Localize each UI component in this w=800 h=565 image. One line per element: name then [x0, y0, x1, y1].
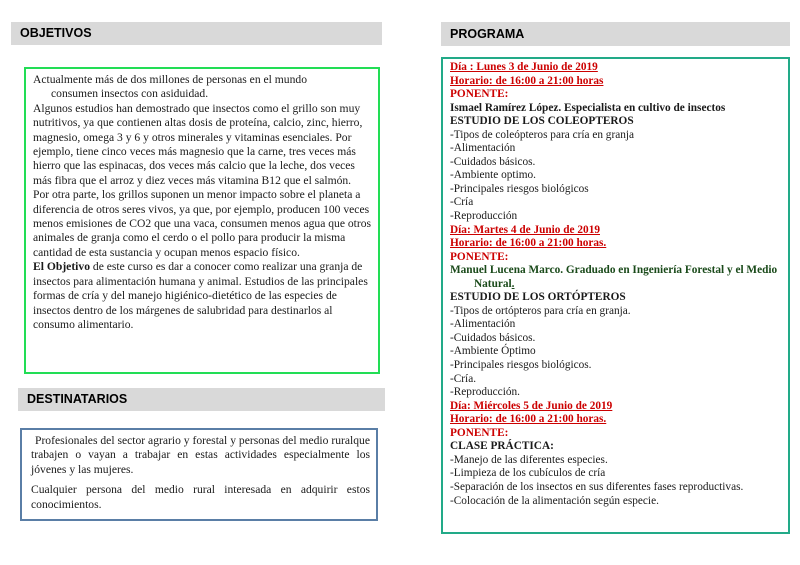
programa-box	[441, 57, 790, 534]
day1-date: Día : Lunes 3 de Junio de 2019	[450, 61, 598, 73]
list-item: -Alimentación	[450, 318, 516, 331]
day3-speaker-label: PONENTE:	[450, 426, 509, 439]
day2-schedule: Horario: de 16:00 a 21:00 horas.	[450, 237, 607, 250]
day3-topic: CLASE PRÁCTICA:	[450, 440, 554, 453]
objetivos-goal-paragraph	[33, 260, 372, 332]
destinatarios-header: DESTINATARIOS	[18, 388, 385, 411]
destinatarios-paragraph-2: Cualquier persona del medio rural interesada en adquirir estos conocimientos.	[31, 483, 370, 511]
day1-items	[450, 129, 782, 224]
objetivos-goal-label: El Objetivo	[33, 260, 91, 274]
day2-date: Día: Martes 4 de Junio de 2019	[450, 223, 600, 236]
list-item: -Cuidados básicos.	[450, 155, 536, 168]
list-item: -Limpieza de los cubículos de cría	[450, 467, 606, 480]
day3-date: Día: Miércoles 5 de Junio de 2019	[450, 399, 613, 412]
list-item: -Reproducción	[450, 210, 518, 223]
objetivos-intro-line1: Actualmente más de dos millones de personas en el mundo	[33, 73, 307, 86]
destinatarios-paragraph-1: Profesionales del sector agrario y forestal y personas del medio ruralque trabajen o vayan a trabajar en estas actividades especialmente los jóvenes y las mujeres.	[31, 434, 370, 476]
day1-speaker: Ismael Ramírez López. Especialista en cultivo de insectos	[450, 101, 726, 114]
list-item: -Principales riesgos biológicos.	[450, 359, 592, 372]
programa-header: PROGRAMA	[441, 22, 790, 46]
objetivos-impact-paragraph: Por otra parte, los grillos suponen un menor impacto sobre el planeta a diferencia de otros seres vivos, ya que, por ejemplo, producen 100 veces menos emisiones de CO2 que una vaca, consumen menos agua que otros animales de granja como el cerdo o el pollo para producir la misma cantidad de esta sustancia y ocupan menos espacio físico.	[33, 188, 372, 259]
list-item: -Separación de los insectos en sus diferentes fases reproductivas.	[450, 480, 744, 493]
list-item: -Tipos de ortópteros para cría en granja.	[450, 304, 631, 317]
list-item: -Cría	[450, 196, 474, 209]
list-item: -Tipos de coleópteros para cría en granja	[450, 128, 635, 141]
objetivos-intro	[33, 73, 372, 102]
day3-items	[450, 454, 782, 508]
day2-items	[450, 305, 782, 400]
objetivos-intro-line2: consumen insectos con asiduidad.	[51, 87, 209, 101]
list-item: -Colocación de la alimentación según especie.	[450, 494, 659, 507]
list-item: -Alimentación	[450, 142, 516, 155]
objetivos-header: OBJETIVOS	[11, 22, 382, 45]
day2-speaker-line2-text: Natural	[474, 277, 512, 290]
day2-speaker-line1: Manuel Lucena Marco. Graduado en Ingeniería Forestal y el Medio	[450, 264, 778, 277]
list-item: -Ambiente optimo.	[450, 169, 536, 182]
objetivos-nutrition-paragraph: Algunos estudios han demostrado que insectos como el grillo son muy nutritivos, ya que contienen altas dosis de proteína, calcio, zinc, hierro, magnesio, omega 3 y 6 y otros minerales y vitaminas esenciales. Por ejemplo, tiene cinco veces más magnesio que la carne, tres veces más hierro que las espinacas, dos veces más calcio que la leche, dos veces más fibra que el arroz y diez veces más vitamina B12 que el salmón.	[33, 101, 363, 187]
day2-topic: ESTUDIO DE LOS ORTÓPTEROS	[450, 291, 626, 304]
list-item: -Cría.	[450, 372, 477, 385]
list-item: -Principales riesgos biológicos	[450, 182, 589, 195]
day3-schedule: Horario: de 16:00 a 21:00 horas.	[450, 413, 607, 426]
objetivos-box	[24, 67, 380, 374]
list-item: -Reproducción.	[450, 386, 520, 399]
day2-speaker-line2-tail: .	[511, 277, 515, 290]
day2-speaker-line2	[450, 278, 782, 292]
list-item: -Ambiente Óptimo	[450, 345, 536, 358]
destinatarios-box	[20, 428, 378, 521]
list-item: -Manejo de las diferentes especies.	[450, 453, 608, 466]
day1-speaker-label: PONENTE:	[450, 88, 509, 101]
objetivos-goal-text: de este curso es dar a conocer como realizar una granja de insectos para alimentación humana y animal. Estudios de las principales formas de cría y del manejo higiénico-dietético de las especies de insectos dentro de los márgenes de salubridad para destinarlos al consumo alimentario.	[33, 260, 368, 331]
day1-topic: ESTUDIO DE LOS COLEOPTEROS	[450, 115, 634, 128]
day2-speaker-label: PONENTE:	[450, 250, 509, 263]
day1-schedule: Horario: de 16:00 a 21:00 horas	[450, 74, 604, 87]
list-item: -Cuidados básicos.	[450, 331, 536, 344]
